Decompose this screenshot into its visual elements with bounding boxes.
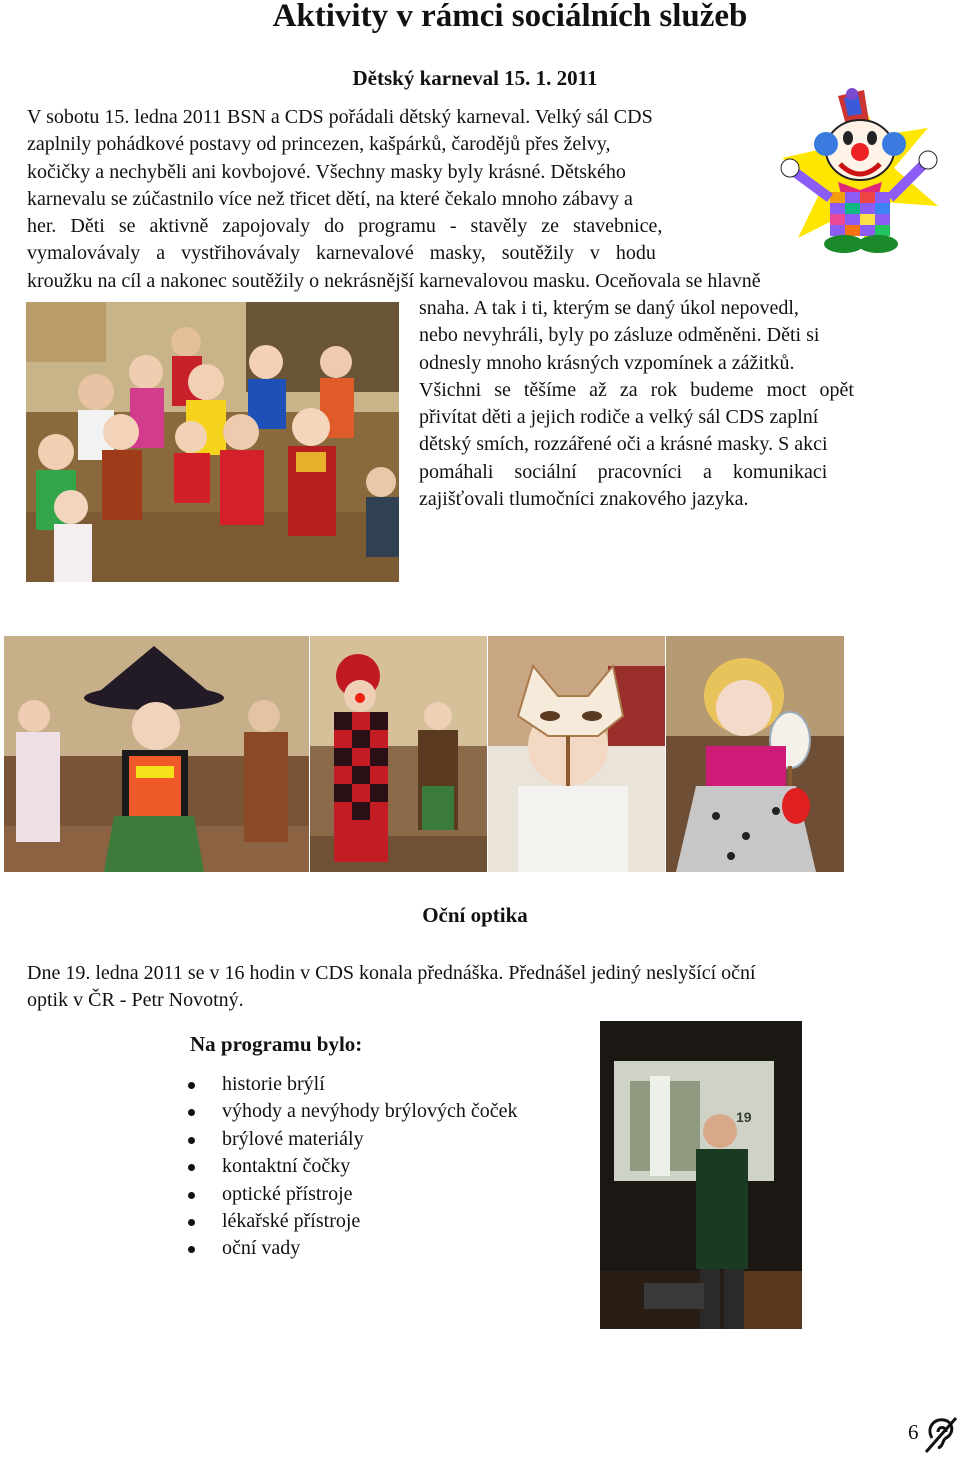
program-list [186,1071,517,1263]
page-title: Aktivity v rámci sociálních služeb [272,0,748,34]
carnival-line: přivítat děti a jejich rodiče a velký sál CDS zaplní [419,406,819,429]
carnival-line: pomáhali sociální pracovníci a komunikaci [419,460,828,483]
optika-paragraph [27,960,897,1015]
optika-heading: Oční optika [422,903,528,927]
carnival-line: nebo nevyhráli, byly po zásluze odměněni. Děti si [419,324,820,347]
carnival-line: karnevalu se zúčastnilo více než třicet dětí, na které čekalo mnoho zábavy a [27,187,633,210]
carnival-line: V sobotu 15. ledna 2011 BSN a CDS pořádali dětský karneval. Velký sál CDS [27,106,653,128]
list-item: optické přístroje [186,1181,517,1208]
clown-illustration [778,88,942,258]
page-number: 6 [908,1420,919,1444]
carnival-cat-mask-photo [488,636,665,872]
carnival-line: Všichni se těšíme až za rok budeme moct opět [419,378,854,401]
carnival-paragraph-right [419,295,923,513]
carnival-harlequin-photo [310,636,487,872]
hearing-impaired-icon [922,1414,958,1454]
list-item: oční vady [186,1235,517,1262]
program-heading: Na programu bylo: [190,1032,363,1056]
optika-line: Dne 19. ledna 2011 se v 16 hodin v CDS konala přednáška. Přednášel jediný neslyšící oční [27,962,756,984]
carnival-line: her. Děti se aktivně zapojovaly do programu - stavěly ze stavebnice, [27,215,663,238]
carnival-line: zaplnily pohádkové postavy od princezen, kašpárků, čarodějů přes želvy, [27,133,611,156]
carnival-line: snaha. A tak i ti, kterým se daný úkol nepovedl, [419,297,799,319]
list-item: brýlové materiály [186,1126,517,1153]
carnival-line: kočičky a nechyběli ani kovbojové. Všechny masky byly krásné. Dětského [27,160,626,183]
list-item: historie brýlí [186,1071,517,1098]
carnival-princess-photo [666,636,844,872]
carnival-paragraph-top [27,104,757,268]
lecture-photo [600,1021,802,1329]
carnival-line: zajišťovali tlumočníci znakového jazyka. [419,488,749,511]
carnival-line: dětský smích, rozzářené oči a krásné masky. S akci [419,433,828,456]
carnival-heading: Dětský karneval 15. 1. 2011 [352,66,598,90]
carnival-line: vymalovávaly a vystřihovávaly karnevalové masky, soutěžily v hodu [27,242,656,265]
slide-number: 19 [736,1109,752,1125]
list-item: lékařské přístroje [186,1208,517,1235]
list-item: kontaktní čočky [186,1153,517,1180]
carnival-witch-photo [4,636,309,872]
list-item: výhody a nevýhody brýlových čoček [186,1098,517,1125]
carnival-group-photo [26,302,399,582]
carnival-line: kroužku na cíl a nakonec soutěžily o nekrásnější karnevalovou masku. Oceňovala se hlavně [27,270,761,292]
carnival-paragraph-full [27,268,927,295]
optika-line: optik v ČR - Petr Novotný. [27,989,244,1012]
carnival-line: odnesly mnoho krásných vzpomínek a zážitků. [419,351,795,374]
